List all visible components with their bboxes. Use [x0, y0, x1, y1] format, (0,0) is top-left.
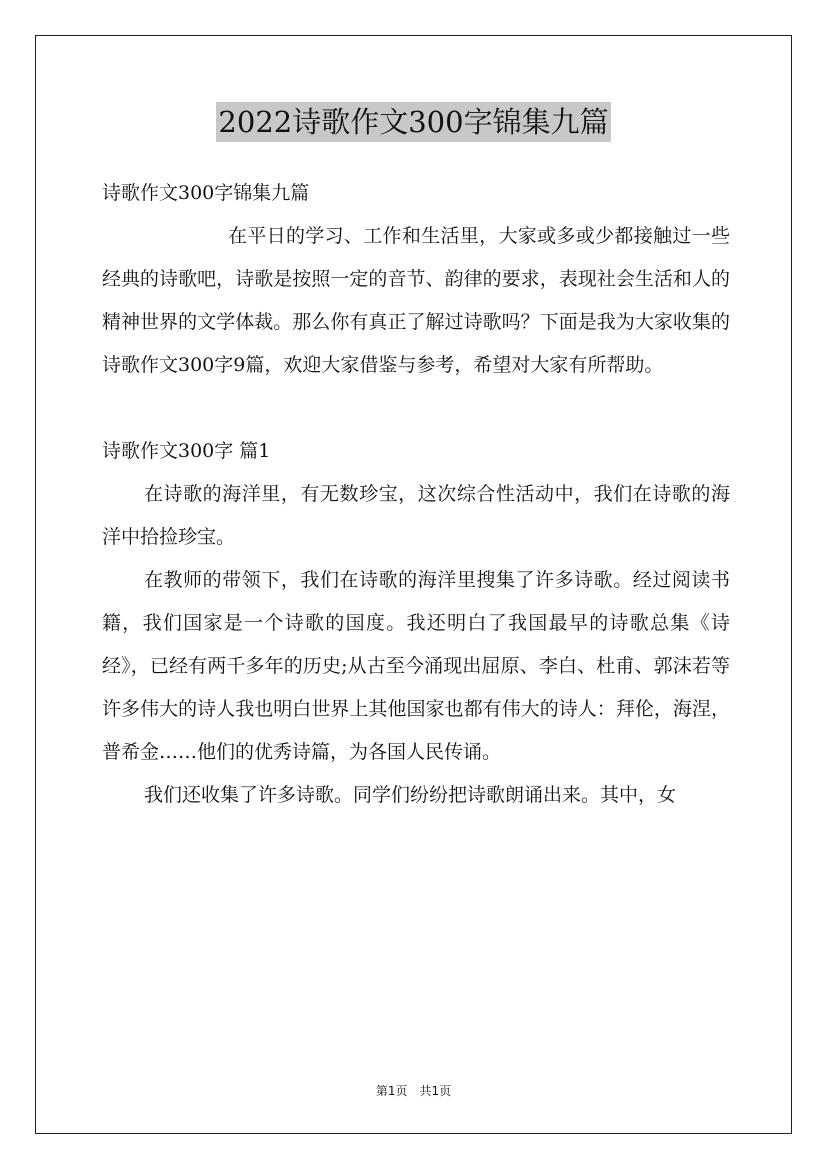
- intro-paragraph: 在平日的学习、工作和生活里，大家或多或少都接触过一些经典的诗歌吧，诗歌是按照一定的音节、韵律的要求，表现社会生活和人的精神世界的文学体裁。那么你有真正了解过诗歌吗？下面是我为大家收集的诗歌作文300字9篇，欢迎大家借鉴与参考，希望对大家有所帮助。: [102, 225, 730, 376]
- section-heading: 诗歌作文300字 篇1: [102, 440, 271, 462]
- section-spacer: [102, 387, 730, 430]
- body-paragraph: 我们还收集了许多诗歌。同学们纷纷把诗歌朗诵出来。其中，女: [144, 784, 677, 806]
- body-paragraph: 在教师的带领下，我们在诗歌的海洋里搜集了许多诗歌。经过阅读书籍，我们国家是一个诗歌的国度。我还明白了我国最早的诗歌总集《诗经》，已经有两千多年的历史;从古至今涌现出屈原、李白、杜甫、郭沫若等许多伟大的诗人我也明白世界上其他国家也都有伟大的诗人：拜伦，海涅，普希金……他们的优秀诗篇，为各国人民传诵。: [102, 569, 730, 763]
- document-body: [102, 172, 730, 817]
- page-footer: 第1页 共1页: [375, 1084, 452, 1098]
- title-container: [0, 102, 827, 142]
- document-title: 2022诗歌作文300字锦集九篇: [216, 102, 610, 142]
- body-paragraph: 在诗歌的海洋里，有无数珍宝，这次综合性活动中，我们在诗歌的海洋中拾捡珍宝。: [102, 483, 730, 548]
- document-subtitle: 诗歌作文300字锦集九篇: [102, 182, 310, 204]
